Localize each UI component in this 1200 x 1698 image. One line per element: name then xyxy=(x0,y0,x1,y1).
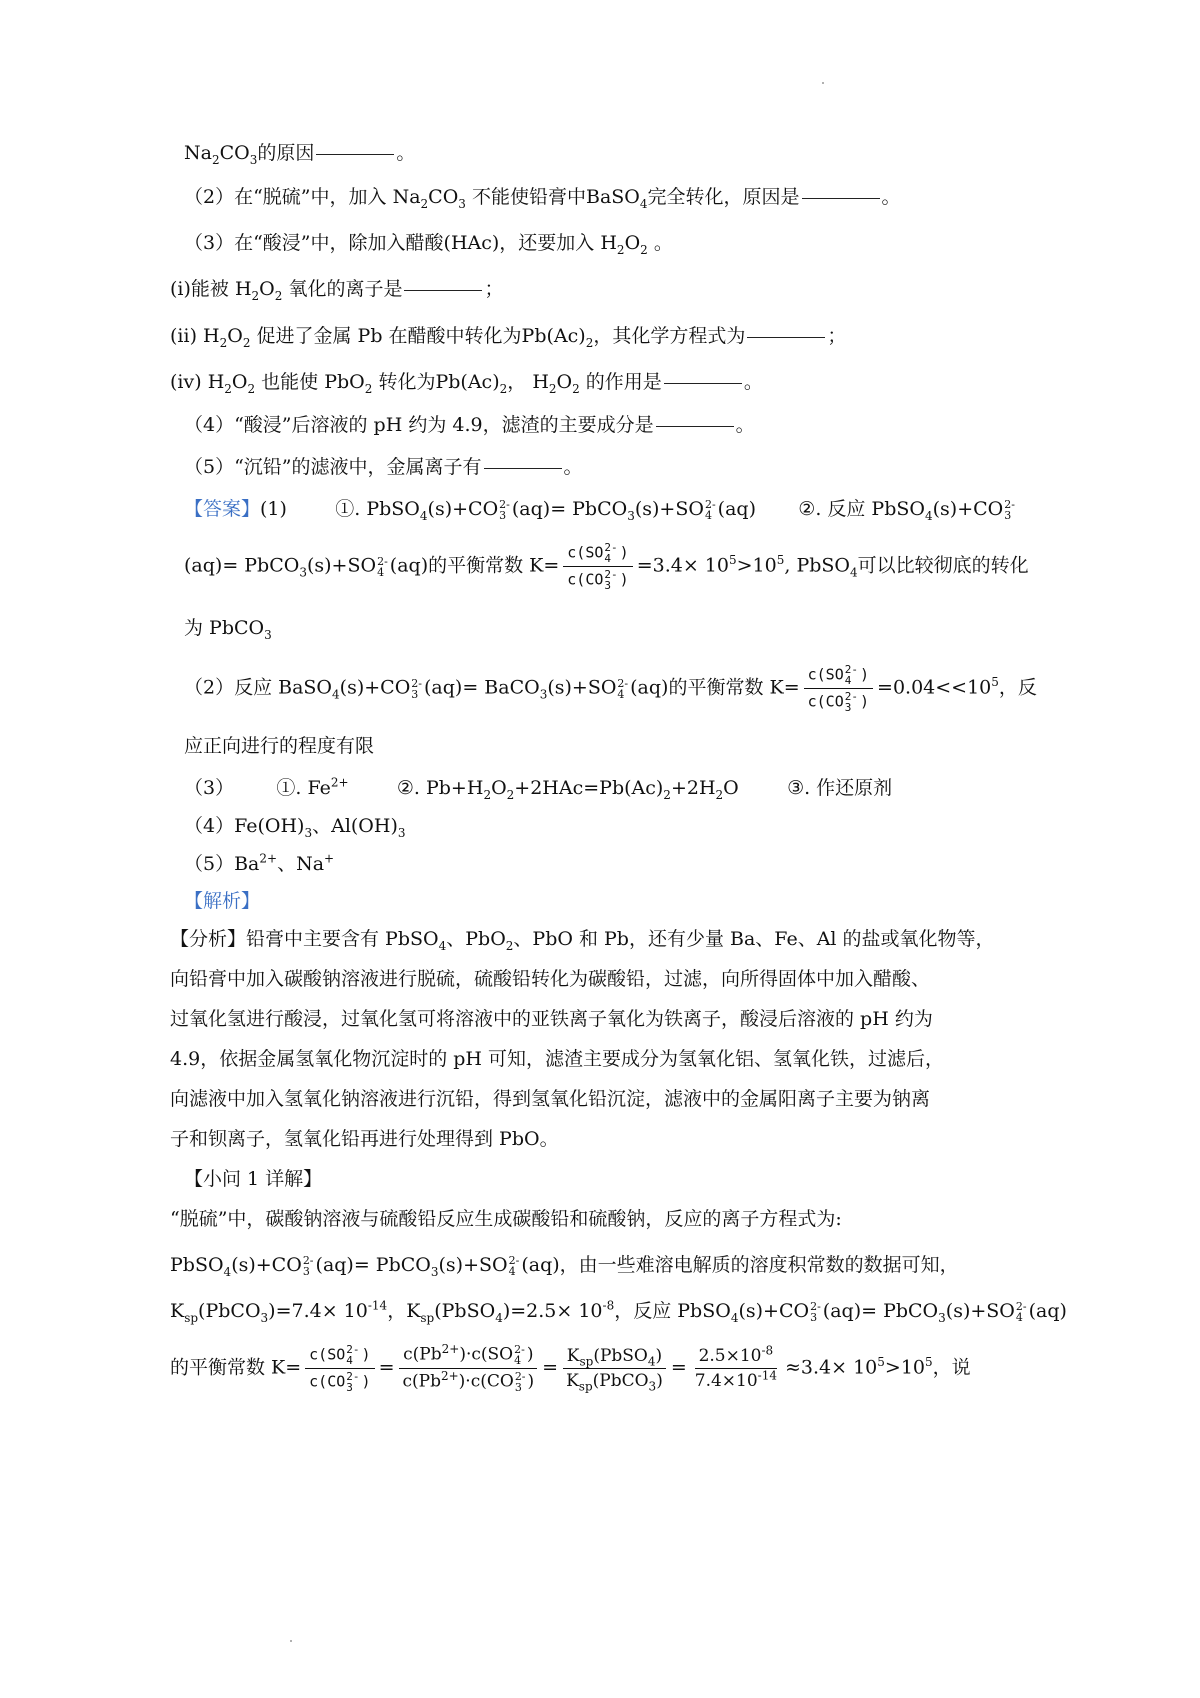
answer-line-2 xyxy=(184,542,1029,591)
sub: 2 xyxy=(640,242,648,257)
text: = xyxy=(542,1356,559,1379)
sub: 2 xyxy=(506,787,515,802)
sub: 4 xyxy=(332,687,340,702)
answer-line-1 xyxy=(184,498,1017,521)
sub: 2 xyxy=(242,335,251,350)
numerator xyxy=(804,664,873,689)
text: ) xyxy=(361,1372,371,1391)
sub: 4 xyxy=(346,1354,353,1367)
sup: 2+ xyxy=(330,775,349,790)
sup: 2- xyxy=(346,1343,360,1356)
fraction xyxy=(398,1341,538,1394)
sub: 2 xyxy=(274,288,283,303)
text: c(CO xyxy=(807,692,844,711)
sub: 2 xyxy=(505,938,514,953)
text: (s)+SO xyxy=(945,1300,1015,1322)
text: HAc xyxy=(450,232,492,254)
sub: 2 xyxy=(499,381,508,396)
answer-2-line-1 xyxy=(184,664,1037,713)
text: H xyxy=(600,232,617,254)
sup: 2- xyxy=(346,1370,360,1383)
denominator xyxy=(398,1369,538,1393)
sup: -14 xyxy=(367,1298,388,1313)
sup: 2- xyxy=(810,1300,821,1313)
sup: 2- xyxy=(302,1254,314,1267)
sub: 4 xyxy=(1015,1311,1023,1324)
sub: 4 xyxy=(844,674,852,687)
sub: 3 xyxy=(499,509,507,522)
ion-charge xyxy=(845,664,858,686)
text: ) xyxy=(860,692,870,711)
fraction xyxy=(691,1342,781,1392)
denominator xyxy=(562,1369,667,1394)
sub: 3 xyxy=(938,1310,946,1325)
sub: 4 xyxy=(617,687,625,701)
numerator xyxy=(399,1341,537,1369)
numerator xyxy=(695,1342,778,1369)
text: c(SO xyxy=(807,665,844,684)
text: (s)+CO xyxy=(231,1254,302,1276)
text: 的作用是 xyxy=(585,371,662,393)
text: Pb(Ac) xyxy=(435,371,500,393)
detail-line-4 xyxy=(170,1341,971,1394)
sub: 2 xyxy=(616,242,625,257)
ion-charge xyxy=(810,1301,821,1323)
text: CO xyxy=(219,142,250,164)
text: ) xyxy=(619,543,629,562)
text: （3）在“酸浸”中，除加入醋酸( xyxy=(184,232,451,254)
text: （4）“酸浸”后溶液的 pH 约为 4.9，滤渣的主要成分是 xyxy=(184,414,654,436)
text: (PbSO xyxy=(434,1300,496,1322)
answer-4-line xyxy=(184,815,406,838)
text: )=7.4× 10 xyxy=(268,1300,368,1322)
q3i-line: (ⅰ)能被 $H_2O_2$ 氧化的离子是 ； xyxy=(170,278,504,303)
sub: 4 xyxy=(377,565,385,579)
sup: 2- xyxy=(617,676,629,690)
ion-charge xyxy=(303,1255,314,1277)
sub: 3 xyxy=(604,579,612,592)
ion-charge xyxy=(617,678,628,700)
sub: 3 xyxy=(411,687,419,701)
text: ②. Pb+H xyxy=(396,777,484,799)
denominator xyxy=(691,1369,781,1391)
text: (PbCO xyxy=(592,1371,649,1391)
text: ，说 xyxy=(932,1356,971,1379)
sub: sp xyxy=(579,1354,594,1368)
text: ≈3.4× 10 xyxy=(785,1356,878,1379)
sub: 4 xyxy=(924,508,933,523)
text: )·c(SO xyxy=(459,1344,514,1365)
text: (1) xyxy=(260,498,287,520)
sub: 4 xyxy=(639,196,648,211)
sub: 4 xyxy=(647,1354,656,1368)
text: O xyxy=(227,325,243,347)
text: 应正向进行的程度有限 xyxy=(184,735,375,757)
ion-charge xyxy=(1016,1301,1027,1323)
text: (PbSO xyxy=(593,1345,648,1366)
sub: sp xyxy=(420,1310,435,1325)
sup: 2+ xyxy=(259,851,278,866)
text: 、Na xyxy=(277,853,325,875)
text: c(SO xyxy=(309,1345,346,1364)
sup: 5 xyxy=(877,1355,885,1370)
sup: 2- xyxy=(704,498,716,511)
text: =3.4× 10 xyxy=(636,554,729,577)
text: ， xyxy=(507,371,527,393)
sub: 4 xyxy=(849,565,858,580)
answer-line-3 xyxy=(184,617,272,640)
text: ) xyxy=(527,1371,535,1392)
analysis-line-4: 4.9，依据金属氢氧化物沉淀时的 pH 可知，滤渣主要成分为氢氧化铝、氢氧化铁，过滤后， xyxy=(170,1048,945,1070)
sub: 2 xyxy=(663,787,671,802)
text: 、PbO 和 Pb，还有少量 Ba、Fe、Al 的盐或氧化物等， xyxy=(513,928,995,950)
text: (aq)= PbCO xyxy=(315,1254,431,1276)
text: O xyxy=(723,777,739,799)
sub: 2 xyxy=(364,381,373,396)
text: (s)+CO xyxy=(932,498,1004,520)
sub: 4 xyxy=(704,509,712,522)
sub: 3 xyxy=(397,825,406,840)
text: （5）“沉铅”的滤液中，金属离子有 xyxy=(184,456,482,478)
text: K xyxy=(566,1371,579,1391)
numerator xyxy=(305,1344,374,1369)
text: ，反应 PbSO xyxy=(614,1300,731,1322)
sub: 3 xyxy=(648,1379,657,1394)
fraction xyxy=(562,1346,667,1392)
sub: 4 xyxy=(604,552,612,565)
text: (s)+CO xyxy=(427,498,499,520)
text: ①. PbSO xyxy=(335,498,420,520)
answer-5-line xyxy=(184,853,334,876)
scan-speck xyxy=(822,82,824,84)
text: （2）在“脱硫”中，加入 xyxy=(184,186,387,208)
text: (s)+SO xyxy=(306,554,377,577)
sup: 2- xyxy=(1004,498,1015,511)
text: ①. Fe xyxy=(276,777,331,799)
text: （2）反应 BaSO xyxy=(184,676,333,699)
fraction xyxy=(305,1344,374,1393)
text: 铅膏中主要含有 PbSO xyxy=(246,928,439,950)
sub: 3 xyxy=(458,196,466,211)
text: ③. 作还原剂 xyxy=(787,777,893,799)
ion-charge xyxy=(499,499,510,521)
text: 7.4×10 xyxy=(694,1371,758,1391)
sub: 4 xyxy=(223,1264,232,1279)
text: Na xyxy=(392,186,421,208)
text: ) xyxy=(361,1345,371,1364)
ion-charge xyxy=(705,499,716,521)
sub: 4 xyxy=(438,938,447,953)
ion-charge xyxy=(346,1344,359,1366)
analysis-line-6: 子和钡离子，氢氧化铅再进行处理得到 PbO。 xyxy=(170,1128,559,1150)
numerator xyxy=(563,542,632,567)
sub: 4 xyxy=(514,1354,522,1367)
analysis-tag: 【解析】 xyxy=(184,890,261,912)
sup: 5 xyxy=(776,553,785,568)
text: 的原因 xyxy=(257,142,315,164)
text: （3） xyxy=(184,777,235,799)
text: (ⅰ)能被 xyxy=(170,278,229,300)
answer-blank xyxy=(802,198,880,199)
text: (aq)= PbCO xyxy=(511,498,628,520)
text: ) xyxy=(526,1344,534,1365)
text: PbSO xyxy=(170,1254,224,1276)
text: Pb(Ac) xyxy=(521,325,586,347)
sup: 5 xyxy=(925,1355,933,1370)
text: ) xyxy=(656,1371,663,1391)
text: (aq)= PbCO xyxy=(822,1300,939,1322)
ion-charge xyxy=(845,691,858,713)
denominator xyxy=(804,689,873,713)
sup: 2- xyxy=(411,676,422,690)
text: )，还要加入 xyxy=(491,232,595,254)
answer-blank xyxy=(664,383,742,384)
sub: sp xyxy=(578,1379,593,1394)
text: H xyxy=(234,278,252,300)
analysis-line-2: 向铅膏中加入碳酸钠溶液进行脱硫，硫酸铅转化为碳酸铅，过滤，向所得固体中加入醋酸、 xyxy=(170,968,931,990)
sub: 3 xyxy=(346,1381,353,1394)
text: 【分析】 xyxy=(170,928,247,950)
sub: 4 xyxy=(419,508,428,523)
text: =0.04<<10 xyxy=(877,676,992,699)
text: O xyxy=(231,371,248,393)
text: PbO xyxy=(324,371,365,393)
text: 、PbO xyxy=(446,928,506,950)
text: O xyxy=(624,232,641,254)
ion-charge xyxy=(604,569,617,591)
text: (aq)= PbCO xyxy=(184,554,300,577)
text: ，反 xyxy=(998,676,1037,699)
scan-speck xyxy=(290,1640,292,1642)
text: （4）Fe(OH) xyxy=(184,815,305,837)
text: 不能使铅膏中 xyxy=(471,186,586,208)
ion-charge xyxy=(346,1371,359,1393)
text: ②. 反应 PbSO xyxy=(798,498,925,520)
sub: 3 xyxy=(264,627,272,642)
text: O xyxy=(556,371,573,393)
q1-tail-line: $Na_2CO_3$的原因 。 xyxy=(184,142,416,167)
q3iv-line: (ⅳ) $H_2O_2$ 也能使 PbO$_2$ 转化为$Pb(Ac)_2$， $H_2O_2$ 的作用是 。 xyxy=(170,371,763,396)
text: (aq)= BaCO xyxy=(424,676,540,699)
answer-blank xyxy=(747,337,825,338)
text: K xyxy=(170,1300,185,1322)
ion-charge xyxy=(1004,499,1015,521)
sub: 2 xyxy=(585,335,594,350)
text: 2.5×10 xyxy=(698,1345,762,1366)
text: c(SO xyxy=(567,543,604,562)
sub: 3 xyxy=(299,565,307,580)
sup: 2- xyxy=(844,663,858,676)
text: = xyxy=(670,1356,687,1379)
ion-charge xyxy=(514,1344,525,1366)
sub: 4 xyxy=(495,1310,503,1325)
sup: 2- xyxy=(604,541,618,554)
sup: 2- xyxy=(844,690,858,703)
text: O xyxy=(491,777,507,799)
text: ) xyxy=(655,1345,663,1366)
text: 氧化的离子是 xyxy=(288,278,403,300)
text: 可以比较彻底的转化 xyxy=(857,554,1029,577)
text: 的平衡常数 K= xyxy=(170,1356,302,1379)
text: >10 xyxy=(736,554,777,577)
sub: 3 xyxy=(539,687,548,702)
text: c(CO xyxy=(309,1372,346,1391)
ion-charge xyxy=(509,1255,520,1277)
text: ，K xyxy=(387,1300,421,1322)
ion-charge xyxy=(411,678,422,700)
sup: 2- xyxy=(377,554,388,568)
q5-line: （5）“沉铅”的滤液中，金属离子有 。 xyxy=(184,456,583,478)
text: +2H xyxy=(670,777,716,799)
text: 转化为 xyxy=(378,371,436,393)
text: (ⅳ) xyxy=(170,371,202,393)
answer-tag: 【答案】 xyxy=(184,498,261,520)
text: c(Pb xyxy=(402,1371,441,1392)
text: (aq) xyxy=(1028,1300,1067,1322)
q4-line: （4）“酸浸”后溶液的 pH 约为 4.9，滤渣的主要成分是 。 xyxy=(184,414,755,436)
text: BaSO xyxy=(586,186,640,208)
analysis-line-3: 过氧化氢进行酸浸，过氧化氢可将溶液中的亚铁离子氧化为铁离子，酸浸后溶液的 pH 约为 xyxy=(170,1008,933,1030)
text: (aq)的平衡常数 K= xyxy=(389,554,560,577)
text: K xyxy=(566,1345,580,1366)
text: (ⅱ) xyxy=(170,325,197,347)
sub: 2 xyxy=(572,381,580,396)
sub: 3 xyxy=(304,825,313,840)
sub: 4 xyxy=(730,1310,739,1325)
text: CO xyxy=(428,186,459,208)
text: >10 xyxy=(884,1356,926,1379)
denominator xyxy=(563,567,632,591)
text: H xyxy=(532,371,549,393)
ion-charge xyxy=(515,1371,526,1393)
sub: 3 xyxy=(430,1264,439,1279)
text: H xyxy=(207,371,225,393)
sub: 3 xyxy=(810,1311,818,1324)
text: (s)+SO xyxy=(547,676,617,699)
sup: 2- xyxy=(508,1254,520,1267)
fraction xyxy=(563,542,632,591)
text: (s)+SO xyxy=(438,1254,508,1276)
sup: 2- xyxy=(604,568,618,581)
sub: 2 xyxy=(224,381,232,396)
sub: 3 xyxy=(514,1381,522,1394)
sub: 3 xyxy=(260,1310,269,1325)
sup: -14 xyxy=(757,1368,777,1383)
analysis-line-1 xyxy=(170,928,995,951)
denominator xyxy=(305,1369,374,1393)
sub: 2 xyxy=(211,152,220,167)
text: )=2.5× 10 xyxy=(502,1300,603,1322)
text: H xyxy=(203,325,220,347)
sup: 2- xyxy=(499,498,510,511)
text: 促进了金属 Pb 在醋酸中转化为 xyxy=(256,325,522,347)
sup: 2- xyxy=(514,1370,526,1383)
text: (aq)的平衡常数 K= xyxy=(630,676,800,699)
text: (PbCO xyxy=(198,1300,261,1322)
detail-line-3 xyxy=(170,1300,1067,1323)
text: 为 PbCO xyxy=(184,617,265,639)
sub: 2 xyxy=(251,288,260,303)
answer-3-line xyxy=(184,777,892,800)
sup: + xyxy=(324,851,335,866)
numerator xyxy=(563,1346,666,1369)
text: , PbSO xyxy=(784,554,850,577)
q2-line: （2）在“脱硫”中，加入 $Na_2CO_3$ 不能使铅膏中BaSO$_4$完全转化，原因是 。 xyxy=(184,186,901,211)
sub: 2 xyxy=(420,196,429,211)
text: 完全转化，原因是 xyxy=(647,186,800,208)
text: 也能使 xyxy=(261,371,319,393)
text: (s)+CO xyxy=(738,1300,810,1322)
sup: 2+ xyxy=(441,1341,460,1356)
detail-line-1: “脱硫”中，碳酸钠溶液与硫酸铅反应生成碳酸铅和硫酸钠，反应的离子方程式为: xyxy=(170,1208,842,1230)
text: O xyxy=(259,278,275,300)
text: c(Pb xyxy=(403,1344,442,1365)
text: (s)+SO xyxy=(634,498,704,520)
answer-blank xyxy=(316,154,394,155)
sup: 2+ xyxy=(440,1368,459,1383)
text: (s)+CO xyxy=(339,676,411,699)
ion-charge xyxy=(377,556,388,578)
answer-2-line-2 xyxy=(184,735,374,758)
sub: 3 xyxy=(1004,509,1012,522)
text: ，其化学方程式为 xyxy=(593,325,746,347)
sub: 3 xyxy=(302,1265,310,1278)
text: = xyxy=(378,1356,395,1379)
text: （5）Ba xyxy=(184,853,260,875)
answer-blank xyxy=(656,426,734,427)
text: (aq)，由一些难溶电解质的溶度积常数的数据可知， xyxy=(521,1254,959,1276)
answer-blank xyxy=(404,290,482,291)
sub: 2 xyxy=(715,787,724,802)
text: (aq) xyxy=(717,498,756,520)
sup: 5 xyxy=(728,553,737,568)
text: ) xyxy=(860,665,870,684)
sub: 4 xyxy=(508,1265,516,1278)
sup: -8 xyxy=(761,1342,774,1357)
text: c(CO xyxy=(567,570,604,589)
text: Na xyxy=(184,142,212,164)
sub: sp xyxy=(184,1310,199,1325)
q3ii-line: (ⅱ) $H_2O_2$ 促进了金属 Pb 在醋酸中转化为$Pb(Ac)_2$，其化学方程式为 ； xyxy=(170,325,847,350)
sub: 2 xyxy=(247,381,256,396)
ion-charge xyxy=(604,542,617,564)
text: ) xyxy=(619,570,629,589)
sub: 2 xyxy=(483,787,492,802)
detail-tag: 【小问 1 详解】 xyxy=(184,1168,323,1190)
sub: 2 xyxy=(548,381,557,396)
sub: 3 xyxy=(627,508,635,523)
analysis-line-5: 向滤液中加入氢氧化钠溶液进行沉铅，得到氢氧化铅沉淀，滤液中的金属阳离子主要为钠离 xyxy=(170,1088,931,1110)
sup: 2- xyxy=(1015,1300,1027,1313)
sup: 5 xyxy=(991,675,999,690)
sub: 3 xyxy=(844,701,852,714)
q3-line: （3）在“酸浸”中，除加入醋酸(HAc)，还要加入 $H_2O_2$ 。 xyxy=(184,232,673,257)
text: 、Al(OH) xyxy=(312,815,398,837)
sub: 3 xyxy=(249,152,258,167)
sup: -8 xyxy=(602,1298,615,1313)
sub: 2 xyxy=(219,335,228,350)
text: )·c(CO xyxy=(458,1371,514,1392)
answer-blank xyxy=(484,468,562,469)
text: +2HAc=Pb(Ac) xyxy=(514,777,664,799)
fraction xyxy=(804,664,873,713)
sup: 2- xyxy=(514,1343,525,1356)
detail-line-2 xyxy=(170,1254,959,1277)
